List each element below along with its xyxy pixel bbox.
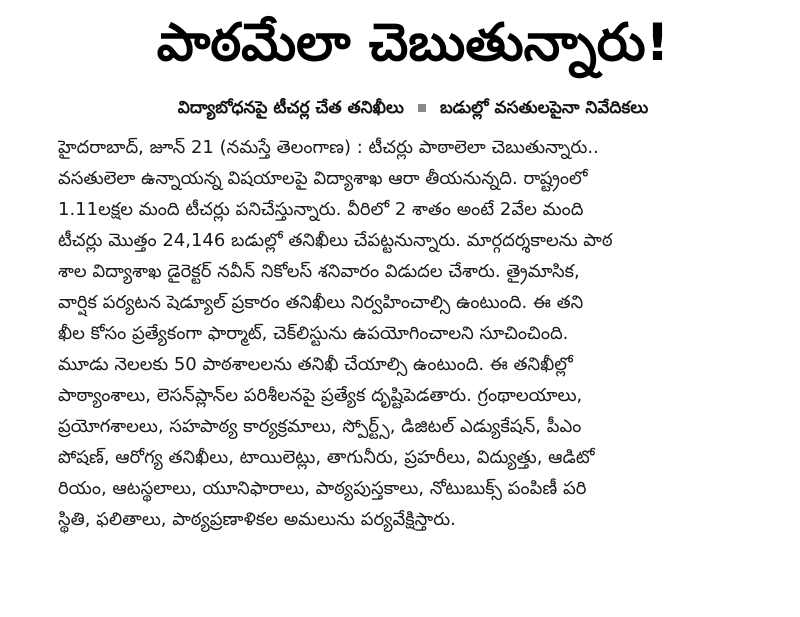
body-line: పోషణ్, ఆరోగ్య తనిఖీలు, టాయిలెట్లు, తాగునీరు, ప్రహరీలు, విద్యుత్తు, ఆడిటో [58,447,595,468]
body-line: మూడు నెలలకు 50 పాఠశాలలను తనిఖీ చేయాల్సి ఉంటుంది. ఈ తనిఖీల్లో [58,354,573,375]
body-line: శాల విద్యాశాఖ డైరెక్టర్ నవీన్ నికోలస్ శనివారం విడుదల చేశారు. త్రైమాసిక, [58,261,580,282]
body-line: హైదరాబాద్, జూన్ 21 (నమస్తే తెలంగాణ) : టీచర్లు పాఠాలెలా చెబుతున్నారు.. [58,137,599,158]
body-line: వార్షిక పర్యటన షెడ్యూల్ ప్రకారం తనిఖీలు నిర్వహించాల్సి ఉంటుంది. ఈ తని [58,292,584,313]
subheadline-left: విద్యాబోధనపై టీచర్ల చేత తనిఖీలు [177,98,404,118]
body-line: పాఠ్యాంశాలు, లెసన్‌ప్లాన్‌ల పరిశీలనపై ప్రత్యేక దృష్టిపెడతారు. గ్రంథాలయాలు, [58,385,583,406]
body-line: స్థితి, ఫలితాలు, పాఠ్యప్రణాళికల అమలును పర్యవేక్షిస్తారు. [58,509,456,530]
body-line: టీచర్లు మొత్తం 24,146 బడుల్లో తనిఖీలు చేపట్టనున్నారు. మార్గదర్శకాలను పాఠ [58,230,613,251]
bullet-separator [418,104,426,112]
body-line: ప్రయోగశాలలు, సహపాఠ్య కార్యక్రమాలు, స్పోర్ట్స్, డిజిటల్ ఎడ్యుకేషన్, పీఎం [58,416,582,437]
subheadline-row [58,96,768,120]
subheadline-right: బడుల్లో వసతులపైనా నివేదికలు [439,98,649,118]
body-line: 1.11లక్షల మంది టీచర్లు పనిచేస్తున్నారు. వీరిలో 2 శాతం అంటే 2వేల మంది [58,199,584,220]
body-line: ఖీల కోసం ప్రత్యేకంగా ఫార్మాట్, చెక్‌లిస్టును ఉపయోగించాలని సూచించింది. [58,323,569,344]
headline: పాఠమేలా చెబుతున్నారు! [156,13,670,73]
body-line: రియం, ఆటస్థలాలు, యూనిఫారాలు, పాఠ్యపుస్తకాలు, నోటుబుక్స్ పంపిణీ పరి [58,478,587,499]
article-body [58,132,768,535]
body-line: వసతులెలా ఉన్నాయన్న విషయాలపై విద్యాశాఖ ఆరా తీయనున్నది. రాష్ట్రంలో [58,168,588,189]
